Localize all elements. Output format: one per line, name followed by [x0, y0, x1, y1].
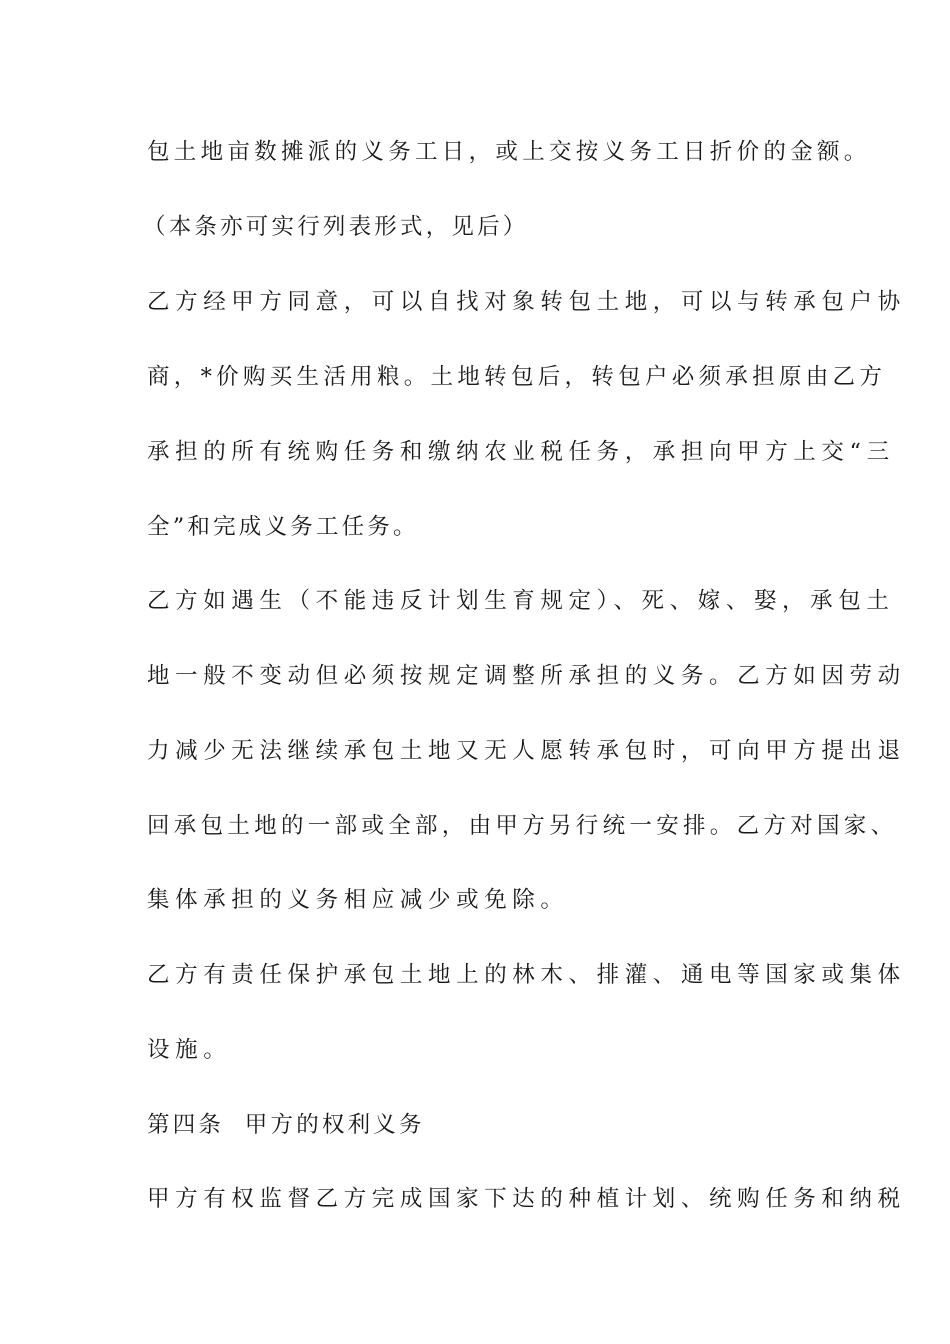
section-heading: 第四条 甲方的权利义务 [147, 1112, 425, 1138]
text-line: （本条亦可实行列表形式，见后） [143, 214, 529, 240]
text-line: 乙方经甲方同意，可以自找对象转包土地，可以与转承包户协 [147, 289, 906, 315]
text-line: 集体承担的义务相应减少或免除。 [147, 887, 569, 913]
text-line: 乙方如遇生（不能违反计划生育规定）、死、嫁、娶，承包土 [147, 588, 895, 614]
text-line: 乙方有责任保护承包土地上的林木、排灌、通电等国家或集体 [147, 962, 906, 988]
text-line: 全”和完成义务工任务。 [147, 514, 419, 540]
text-line: 商，*价购买生活用粮。土地转包后，转包户必须承担原由乙方 [147, 364, 887, 390]
text-line: 力减少无法继续承包土地又无人愿转承包时，可向甲方提出退 [147, 738, 906, 764]
text-line: 包土地亩数摊派的义务工日，或上交按义务工日折价的金额。 [147, 139, 871, 165]
text-line: 甲方有权监督乙方完成国家下达的种植计划、统购任务和纳税 [147, 1186, 906, 1212]
text-line: 地一般不变动但必须按规定调整所承担的义务。乙方如因劳动 [147, 663, 906, 689]
text-line: 回承包土地的一部或全部，由甲方另行统一安排。乙方对国家、 [147, 813, 898, 839]
text-line: 设施。 [147, 1037, 232, 1063]
text-line: 承担的所有统购任务和缴纳农业税任务，承担向甲方上交“三 [147, 439, 895, 465]
